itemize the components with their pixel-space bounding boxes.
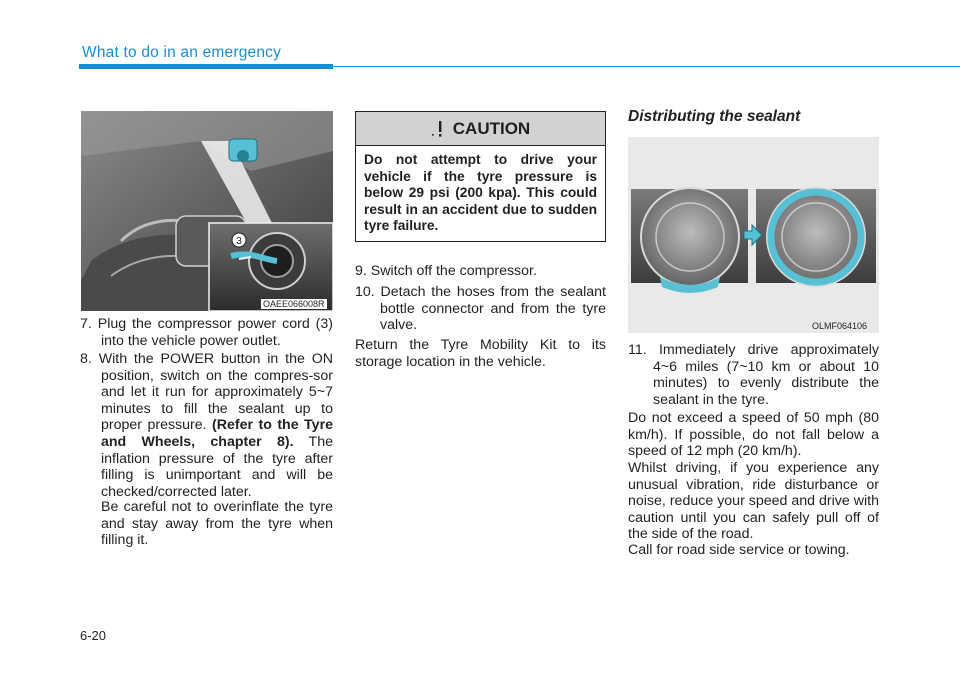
tyre-sealant-drawing: [628, 137, 879, 333]
step-8-warning-note: Be careful not to overinflate the tyre and stay away from the tyre when filling it.: [101, 499, 333, 549]
step-number: 10.: [355, 284, 375, 300]
car-interior-drawing: [81, 111, 333, 311]
figure-code-left: OAEE066008R: [263, 299, 325, 309]
step-9: [355, 263, 606, 280]
caution-text: Do not attempt to drive your vehicle if the tyre pressure is below 29 psi (200 kpa). This could result in an accident due to sudden tyre failure.: [364, 152, 597, 234]
step-number: 11.: [628, 342, 647, 358]
warning-icon: [431, 120, 445, 138]
callout-number: 3: [236, 236, 242, 247]
section-title: Distributing the sealant: [628, 108, 801, 125]
step-8: [80, 351, 333, 500]
step-text: Detach the hoses from the sealant bottle connector and from the tyre valve.: [380, 284, 606, 334]
step-number: 9.: [355, 263, 367, 279]
compressor-outlet-illustration: [81, 111, 333, 311]
step-7: [80, 316, 333, 349]
step-text: Immediately drive approximately 4~6 miles (7~10 km or about 10 minutes) to evenly distribute the sealant in the tyre.: [653, 342, 879, 408]
step-number: 7.: [80, 316, 92, 332]
caution-header: [356, 112, 605, 146]
step-11: [628, 342, 879, 408]
return-kit-text: Return the Tyre Mobility Kit to its storage location in the vehicle.: [355, 337, 606, 370]
step-10: [355, 284, 606, 334]
step-text: Switch off the compressor.: [370, 263, 537, 279]
step-text: Plug the compressor power cord (3) into the vehicle power outlet.: [97, 316, 333, 349]
caution-label: CAUTION: [452, 118, 531, 138]
sealant-distribution-illustration: [628, 137, 879, 333]
vibration-warning-text: Whilst driving, if you experience any unusual vibration, ride disturbance or noise, reduce your speed and drive with caution until you can safely pull off of the side of the road.: [628, 460, 879, 543]
chapter-header: What to do in an emergency: [82, 44, 282, 61]
speed-limit-text: Do not exceed a speed of 50 mph (80 km/h). If possible, do not fall below a speed of 12 mph (20 km/h).: [628, 410, 879, 460]
caution-box: [355, 111, 606, 242]
step-text-continued: The inflation pressure of the tyre after filling is unimportant and will be checked/corrected later.: [101, 433, 333, 500]
road-service-text: Call for road side service or towing.: [628, 542, 850, 558]
figure-code-right: OLMF064106: [812, 321, 868, 331]
header-accent-bar: [79, 64, 333, 69]
header-rule: [333, 66, 960, 67]
step-text: With the POWER button in the ON position, switch on the compres-sor and let it run for approximately 5~7 minutes to fill the sealant up to proper pressure.: [98, 351, 333, 434]
page-number: 6-20: [80, 628, 107, 643]
step-reference: (Refer to the Tyre and Wheels, chapter 8).: [101, 417, 333, 450]
step-number: 8.: [80, 351, 92, 367]
